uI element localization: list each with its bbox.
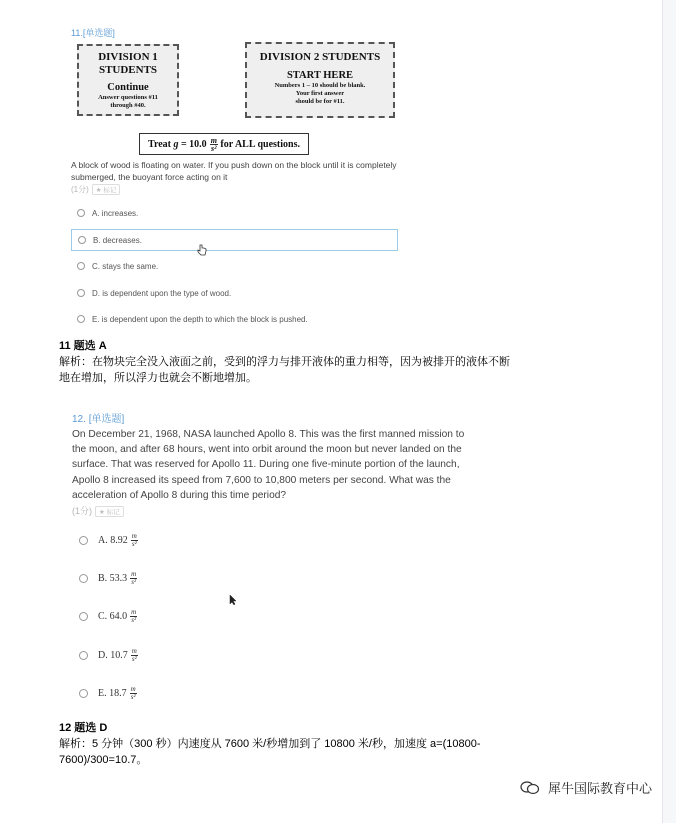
division-2-sub: START HERE [286, 70, 354, 81]
radio-icon[interactable] [78, 236, 86, 244]
option-b[interactable]: B. decreases. [71, 229, 398, 251]
question-number: 12. [单选题] [72, 414, 125, 425]
division-1-title-2: STUDENTS [98, 64, 158, 76]
answer-11-line-2: 地在增加，所以浮力也就会不断地增加。 [59, 372, 257, 384]
answer-12-line-1: 解析：5 分钟（300 秒）内速度从 7600 米/秒增加到了 10800 米/秒，加速度 a=(10800- [59, 738, 481, 750]
radio-icon[interactable] [77, 315, 85, 323]
radio-icon[interactable] [79, 651, 88, 660]
page-right-edge [662, 0, 676, 823]
mark-button[interactable]: ★ 标记 [95, 506, 124, 517]
division-1-title: DIVISION 1 [98, 51, 158, 63]
option-a[interactable]: A. 8.92 $\frac{m}{\text{s²}}$ [79, 528, 138, 552]
score-label: (1分) ★ 标记 [72, 504, 124, 517]
answer-11 [59, 338, 510, 386]
radio-icon[interactable] [77, 209, 85, 217]
question-number: 11.[单选题] [71, 28, 115, 38]
division-2-note-3: should be for #11. [295, 98, 345, 105]
answer-11-line-1: 解析：在物块完全没入液面之前，受到的浮力与排开液体的重力相等，因为被排开的液体不断 [59, 356, 510, 368]
hand-cursor-icon [197, 244, 207, 256]
question-stem: A block of wood is floating on water. If you push down on the block until it is completely submerged, the buoyant force acting on it [71, 160, 397, 182]
radio-icon[interactable] [77, 289, 85, 297]
answer-12-heading: 12 题选 D [59, 722, 108, 734]
mark-button[interactable]: ★ 标记 [92, 184, 121, 195]
arrow-cursor-icon [229, 594, 237, 606]
division-2-title: DIVISION 2 STUDENTS [259, 51, 381, 63]
division-1-box [77, 44, 179, 116]
radio-icon[interactable] [79, 574, 88, 583]
question-stem: On December 21, 1968, NASA launched Apollo 8. This was the first manned mission to the moon, and after 68 hours, went into orbit around the moon but never landed on the surface. That was reserved for Apollo 11. During one five-minute portion of the launch, Apollo 8 increased its speed from 7,600 to 10,800 meters per second. What was the acceleration of Apollo 8 during this time period? [72, 429, 465, 501]
option-c[interactable]: C. stays the same. [71, 256, 397, 276]
division-1-note-1: Answer questions #11 [98, 94, 158, 101]
option-e[interactable]: E. is dependent upon the depth to which the block is pushed. [71, 309, 397, 329]
radio-icon[interactable] [77, 262, 85, 270]
option-d[interactable]: D. is dependent upon the type of wood. [71, 283, 397, 303]
answer-12-line-2: 7600)/300=10.7。 [59, 754, 148, 766]
radio-icon[interactable] [79, 536, 88, 545]
gravity-note: Treat g = 10.0 $\frac{m}{\text{s²}}$ for ALL questions. [139, 133, 309, 155]
division-1-sub: Continue [107, 82, 149, 93]
option-d[interactable]: D. 10.7 $\frac{m}{\text{s²}}$ [79, 643, 138, 667]
division-2-note-2: Your first answer [295, 90, 345, 97]
option-b[interactable]: B. 53.3 $\frac{m}{\text{s²}}$ [79, 566, 137, 590]
division-1-note-2: through #40. [110, 102, 146, 109]
radio-icon[interactable] [79, 612, 88, 621]
option-e[interactable]: E. 18.7 $\frac{m}{\text{s²}}$ [79, 681, 137, 705]
option-a[interactable]: A. increases. [71, 203, 397, 223]
answer-11-heading: 11 题选 A [59, 340, 107, 352]
division-2-box [245, 42, 395, 118]
wechat-icon [520, 781, 540, 795]
answer-12 [59, 720, 481, 768]
option-c[interactable]: C. 64.0 $\frac{m}{\text{s²}}$ [79, 604, 137, 628]
score-label: (1分) ★ 标记 [71, 184, 120, 195]
division-2-note-1: Numbers 1 – 10 should be blank. [274, 82, 366, 89]
radio-icon[interactable] [79, 689, 88, 698]
watermark: 犀牛国际教育中心 [520, 778, 652, 797]
